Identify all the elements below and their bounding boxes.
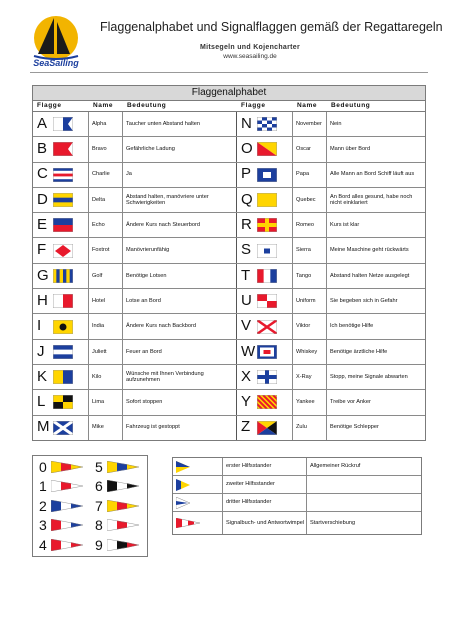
flag-name: November <box>293 112 327 136</box>
substitute-meaning: Allgemeiner Rückruf <box>310 463 361 470</box>
flag-meaning: Stopp, meine Signale abwarten <box>330 373 408 380</box>
flag-meaning: Ändere Kurs nach Backbord <box>123 314 237 338</box>
table-row <box>33 188 425 213</box>
pennant-5-icon <box>107 461 139 473</box>
flag-v-icon <box>257 320 277 334</box>
flag-meaning: Meine Maschine geht rückwärts <box>330 247 409 254</box>
flag-letter: E <box>37 216 48 234</box>
substitute-1-icon <box>176 461 190 473</box>
pennant-digit: 5 <box>95 459 103 475</box>
pennant-2-icon <box>51 500 83 512</box>
flag-b-icon <box>53 142 73 156</box>
substitute-name: erster Hilfsstander <box>223 458 307 475</box>
header-meaning-2: Bedeutung <box>331 102 371 109</box>
flag-letter: K <box>37 367 48 385</box>
pennant-1-icon <box>51 480 83 492</box>
pennant-digit: 3 <box>39 517 47 534</box>
pennant-0-icon <box>51 461 83 473</box>
flag-meaning: Benötige Schlepper <box>330 424 379 431</box>
flag-cell <box>237 264 293 288</box>
flag-cell <box>237 238 293 262</box>
alphabet-table <box>32 85 426 441</box>
substitute-row <box>173 458 421 476</box>
header-divider <box>30 72 428 73</box>
pennant-9-icon <box>107 539 139 551</box>
flag-x-icon <box>257 370 277 384</box>
table-row <box>33 289 425 314</box>
flag-letter: U <box>241 291 252 309</box>
table-row <box>33 390 425 415</box>
flag-name: Oscar <box>293 137 327 161</box>
flag-o-icon <box>257 142 277 156</box>
number-pennant <box>39 459 83 475</box>
flag-letter: T <box>241 266 251 284</box>
flag-name: Delta <box>89 188 123 212</box>
header-name-2: Name <box>297 102 318 109</box>
flag-letter: R <box>241 216 252 234</box>
pennant-digit: 6 <box>95 478 103 495</box>
flag-meaning: Benötige ärztliche Hilfe <box>330 348 388 355</box>
flag-letter: Q <box>241 190 253 208</box>
flag-name: Echo <box>89 213 123 237</box>
flag-name: Zulu <box>293 416 327 440</box>
number-pennant <box>39 517 83 533</box>
pennant-3-icon <box>51 519 83 531</box>
flag-cell <box>237 390 293 414</box>
flag-letter: X <box>241 367 252 385</box>
table-row <box>33 238 425 263</box>
page-title: Flaggenalphabet und Signalflaggen gemäß der Regattaregeln <box>100 20 443 34</box>
flag-meaning: Alle Mann an Bord Schiff läuft aus <box>330 171 415 178</box>
flag-letter: M <box>37 418 50 436</box>
flag-letter: Y <box>241 393 252 411</box>
answering-pennant-icon <box>176 518 200 528</box>
flag-cell <box>237 365 293 389</box>
flag-cell <box>237 188 293 212</box>
flag-letter: A <box>37 114 48 132</box>
table-header-row <box>33 101 425 112</box>
table-row <box>33 163 425 188</box>
flag-cell <box>237 314 293 338</box>
flag-name: Alpha <box>89 112 123 136</box>
flag-name: Viktor <box>293 314 327 338</box>
substitute-meaning <box>307 476 421 493</box>
flag-meaning: Ändere Kurs nach Steuerbord <box>123 213 237 237</box>
number-pennant <box>39 537 83 553</box>
flag-letter: O <box>241 140 253 158</box>
flag-meaning: Manövrierunfähig <box>123 238 237 262</box>
table-title: Flaggenalphabet <box>33 86 425 101</box>
substitute-row <box>173 512 421 534</box>
header-meaning: Bedeutung <box>127 102 167 109</box>
substitute-row <box>173 476 421 494</box>
flag-cell <box>33 112 89 136</box>
flag-cell <box>33 314 89 338</box>
flag-meaning: Treibe vor Anker <box>330 399 371 406</box>
flag-letter: F <box>37 241 47 259</box>
number-pennant <box>95 459 139 475</box>
flag-meaning: Lotse an Bord <box>123 289 237 313</box>
flag-cell <box>33 365 89 389</box>
substitute-meaning: Startverschiebung <box>310 519 356 526</box>
flag-f-icon <box>53 244 73 258</box>
flag-letter: Z <box>241 418 251 436</box>
pennant-digit: 0 <box>39 459 47 475</box>
flag-name: Hotel <box>89 289 123 313</box>
flag-name: Bravo <box>89 137 123 161</box>
flag-cell <box>237 213 293 237</box>
header-name: Name <box>93 102 114 109</box>
pennant-8-icon <box>107 519 139 531</box>
flag-name: Sierra <box>293 238 327 262</box>
table-row <box>33 112 425 137</box>
table-body <box>33 112 425 440</box>
flag-meaning: Sie begeben sich in Gefahr <box>330 297 398 304</box>
flag-cell <box>237 112 293 136</box>
flag-letter: G <box>37 266 49 284</box>
table-row <box>33 213 425 238</box>
pennant-7-icon <box>107 500 139 512</box>
flag-d-icon <box>53 193 73 207</box>
flag-meaning: Nein <box>330 120 342 127</box>
flag-name: Lima <box>89 390 123 414</box>
flag-meaning: Feuer an Bord <box>123 340 237 364</box>
flag-s-icon <box>257 244 277 258</box>
flag-meaning: Abstand halten Netze ausgelegt <box>330 272 410 279</box>
substitute-2-icon <box>176 479 190 491</box>
flag-meaning: Fahrzeug ist gestoppt <box>123 416 237 440</box>
flag-cell <box>237 416 293 440</box>
flag-letter: W <box>241 342 256 360</box>
number-pennant <box>95 498 139 514</box>
flag-c-icon <box>53 168 73 182</box>
table-row <box>33 314 425 339</box>
number-pennant <box>95 537 139 553</box>
flag-cell <box>33 163 89 187</box>
flag-cell <box>237 137 293 161</box>
flag-cell <box>33 188 89 212</box>
flag-name: Quebec <box>293 188 327 212</box>
pennant-digit: 4 <box>39 536 47 553</box>
flag-t-icon <box>257 269 277 283</box>
flag-name: Foxtrot <box>89 238 123 262</box>
flag-a-icon <box>53 117 73 131</box>
substitute-meaning <box>307 494 421 511</box>
table-row <box>33 137 425 162</box>
flag-cell <box>33 137 89 161</box>
substitute-3-icon <box>176 497 190 509</box>
flag-g-icon <box>53 269 73 283</box>
flag-cell <box>33 390 89 414</box>
flag-cell <box>33 238 89 262</box>
flag-meaning: Abstand halten, manövriere unter Schwierigkeiten <box>123 188 237 212</box>
flag-cell <box>237 163 293 187</box>
flag-meaning: Mann über Bord <box>330 146 371 153</box>
flag-meaning: Wünsche mit Ihnen Verbindung aufzunehmen <box>123 365 237 389</box>
flag-cell <box>237 289 293 313</box>
flag-meaning: Ich benötige Hilfe <box>330 323 374 330</box>
flag-letter: C <box>37 165 48 183</box>
flag-w-icon <box>257 345 277 359</box>
flag-meaning: Benötige Lotsen <box>123 264 237 288</box>
flag-name: Charlie <box>89 163 123 187</box>
flag-meaning: Ja <box>123 163 237 187</box>
flag-y-icon <box>257 395 277 409</box>
pennant-6-icon <box>107 480 139 492</box>
number-pennant <box>95 478 139 494</box>
seasailing-logo <box>30 14 82 68</box>
flag-name: Whiskey <box>293 340 327 364</box>
flag-cell <box>33 289 89 313</box>
substitute-name: zweiter Hilfsstander <box>223 476 307 493</box>
header-flag-2: Flagge <box>241 102 266 109</box>
flag-meaning: Gefährliche Ladung <box>123 137 237 161</box>
flag-letter: J <box>37 342 45 360</box>
number-pennant <box>39 498 83 514</box>
flag-name: Romeo <box>293 213 327 237</box>
substitute-flag <box>173 476 223 493</box>
flag-r-icon <box>257 218 277 232</box>
flag-h-icon <box>53 294 73 308</box>
flag-i-icon <box>53 320 73 334</box>
flag-name: Kilo <box>89 365 123 389</box>
flag-name: India <box>89 314 123 338</box>
pennant-4-icon <box>51 539 83 551</box>
website-link[interactable]: www.seasailing.de <box>223 53 277 60</box>
flag-cell <box>33 340 89 364</box>
flag-letter: V <box>241 317 252 335</box>
flag-meaning: Taucher unten Abstand halten <box>123 112 237 136</box>
flag-name: Papa <box>293 163 327 187</box>
flag-name: Juliett <box>89 340 123 364</box>
flag-letter: H <box>37 291 48 309</box>
flag-meaning: Sofort stoppen <box>123 390 237 414</box>
substitute-name: dritter Hilfsstander <box>223 494 307 511</box>
table-row <box>33 340 425 365</box>
flag-cell <box>33 264 89 288</box>
flag-e-icon <box>53 218 73 232</box>
flag-name: X-Ray <box>293 365 327 389</box>
substitute-flag <box>173 458 223 475</box>
flag-letter: D <box>37 190 48 208</box>
flag-n-icon <box>257 117 277 131</box>
substitute-row <box>173 494 421 512</box>
flag-name: Yankee <box>293 390 327 414</box>
pennant-digit: 2 <box>39 497 47 514</box>
flag-cell <box>237 340 293 364</box>
flag-name: Mike <box>89 416 123 440</box>
flag-letter: N <box>241 114 252 132</box>
flag-name: Golf <box>89 264 123 288</box>
flag-letter: B <box>37 140 48 158</box>
number-pennant <box>39 478 83 494</box>
flag-letter: S <box>241 241 252 259</box>
page-subtitle: Mitsegeln und Kojencharter <box>200 44 300 51</box>
flag-k-icon <box>53 370 73 384</box>
pennant-digit: 9 <box>95 536 103 553</box>
flag-q-icon <box>257 193 277 207</box>
substitute-table <box>172 457 422 535</box>
flag-cell <box>33 416 89 440</box>
flag-z-icon <box>257 421 277 435</box>
substitute-flag <box>173 494 223 511</box>
substitute-flag <box>173 512 223 534</box>
flag-letter: L <box>37 393 46 411</box>
substitute-name: Signalbuch- und Antwortwimpel <box>223 512 307 534</box>
flag-meaning: Kurs ist klar <box>330 222 360 229</box>
number-pennants <box>32 455 148 557</box>
flag-m-icon <box>53 421 73 435</box>
flag-letter: P <box>241 165 252 183</box>
pennant-digit: 8 <box>95 517 103 534</box>
flag-j-icon <box>53 345 73 359</box>
logo-text: SeaSailing <box>33 58 79 68</box>
header-flag: Flagge <box>37 102 62 109</box>
number-pennant <box>95 517 139 533</box>
flag-u-icon <box>257 294 277 308</box>
flag-name: Tango <box>293 264 327 288</box>
flag-p-icon <box>257 168 277 182</box>
pennant-digit: 1 <box>39 478 47 495</box>
flag-cell <box>33 213 89 237</box>
flag-letter: I <box>37 317 42 335</box>
pennant-digit: 7 <box>95 497 103 514</box>
table-row <box>33 264 425 289</box>
flag-meaning: An Bord alles gesund, habe noch nicht einklariert <box>330 193 413 207</box>
table-row <box>33 365 425 390</box>
flag-name: Uniform <box>293 289 327 313</box>
flag-l-icon <box>53 395 73 409</box>
table-row <box>33 416 425 440</box>
